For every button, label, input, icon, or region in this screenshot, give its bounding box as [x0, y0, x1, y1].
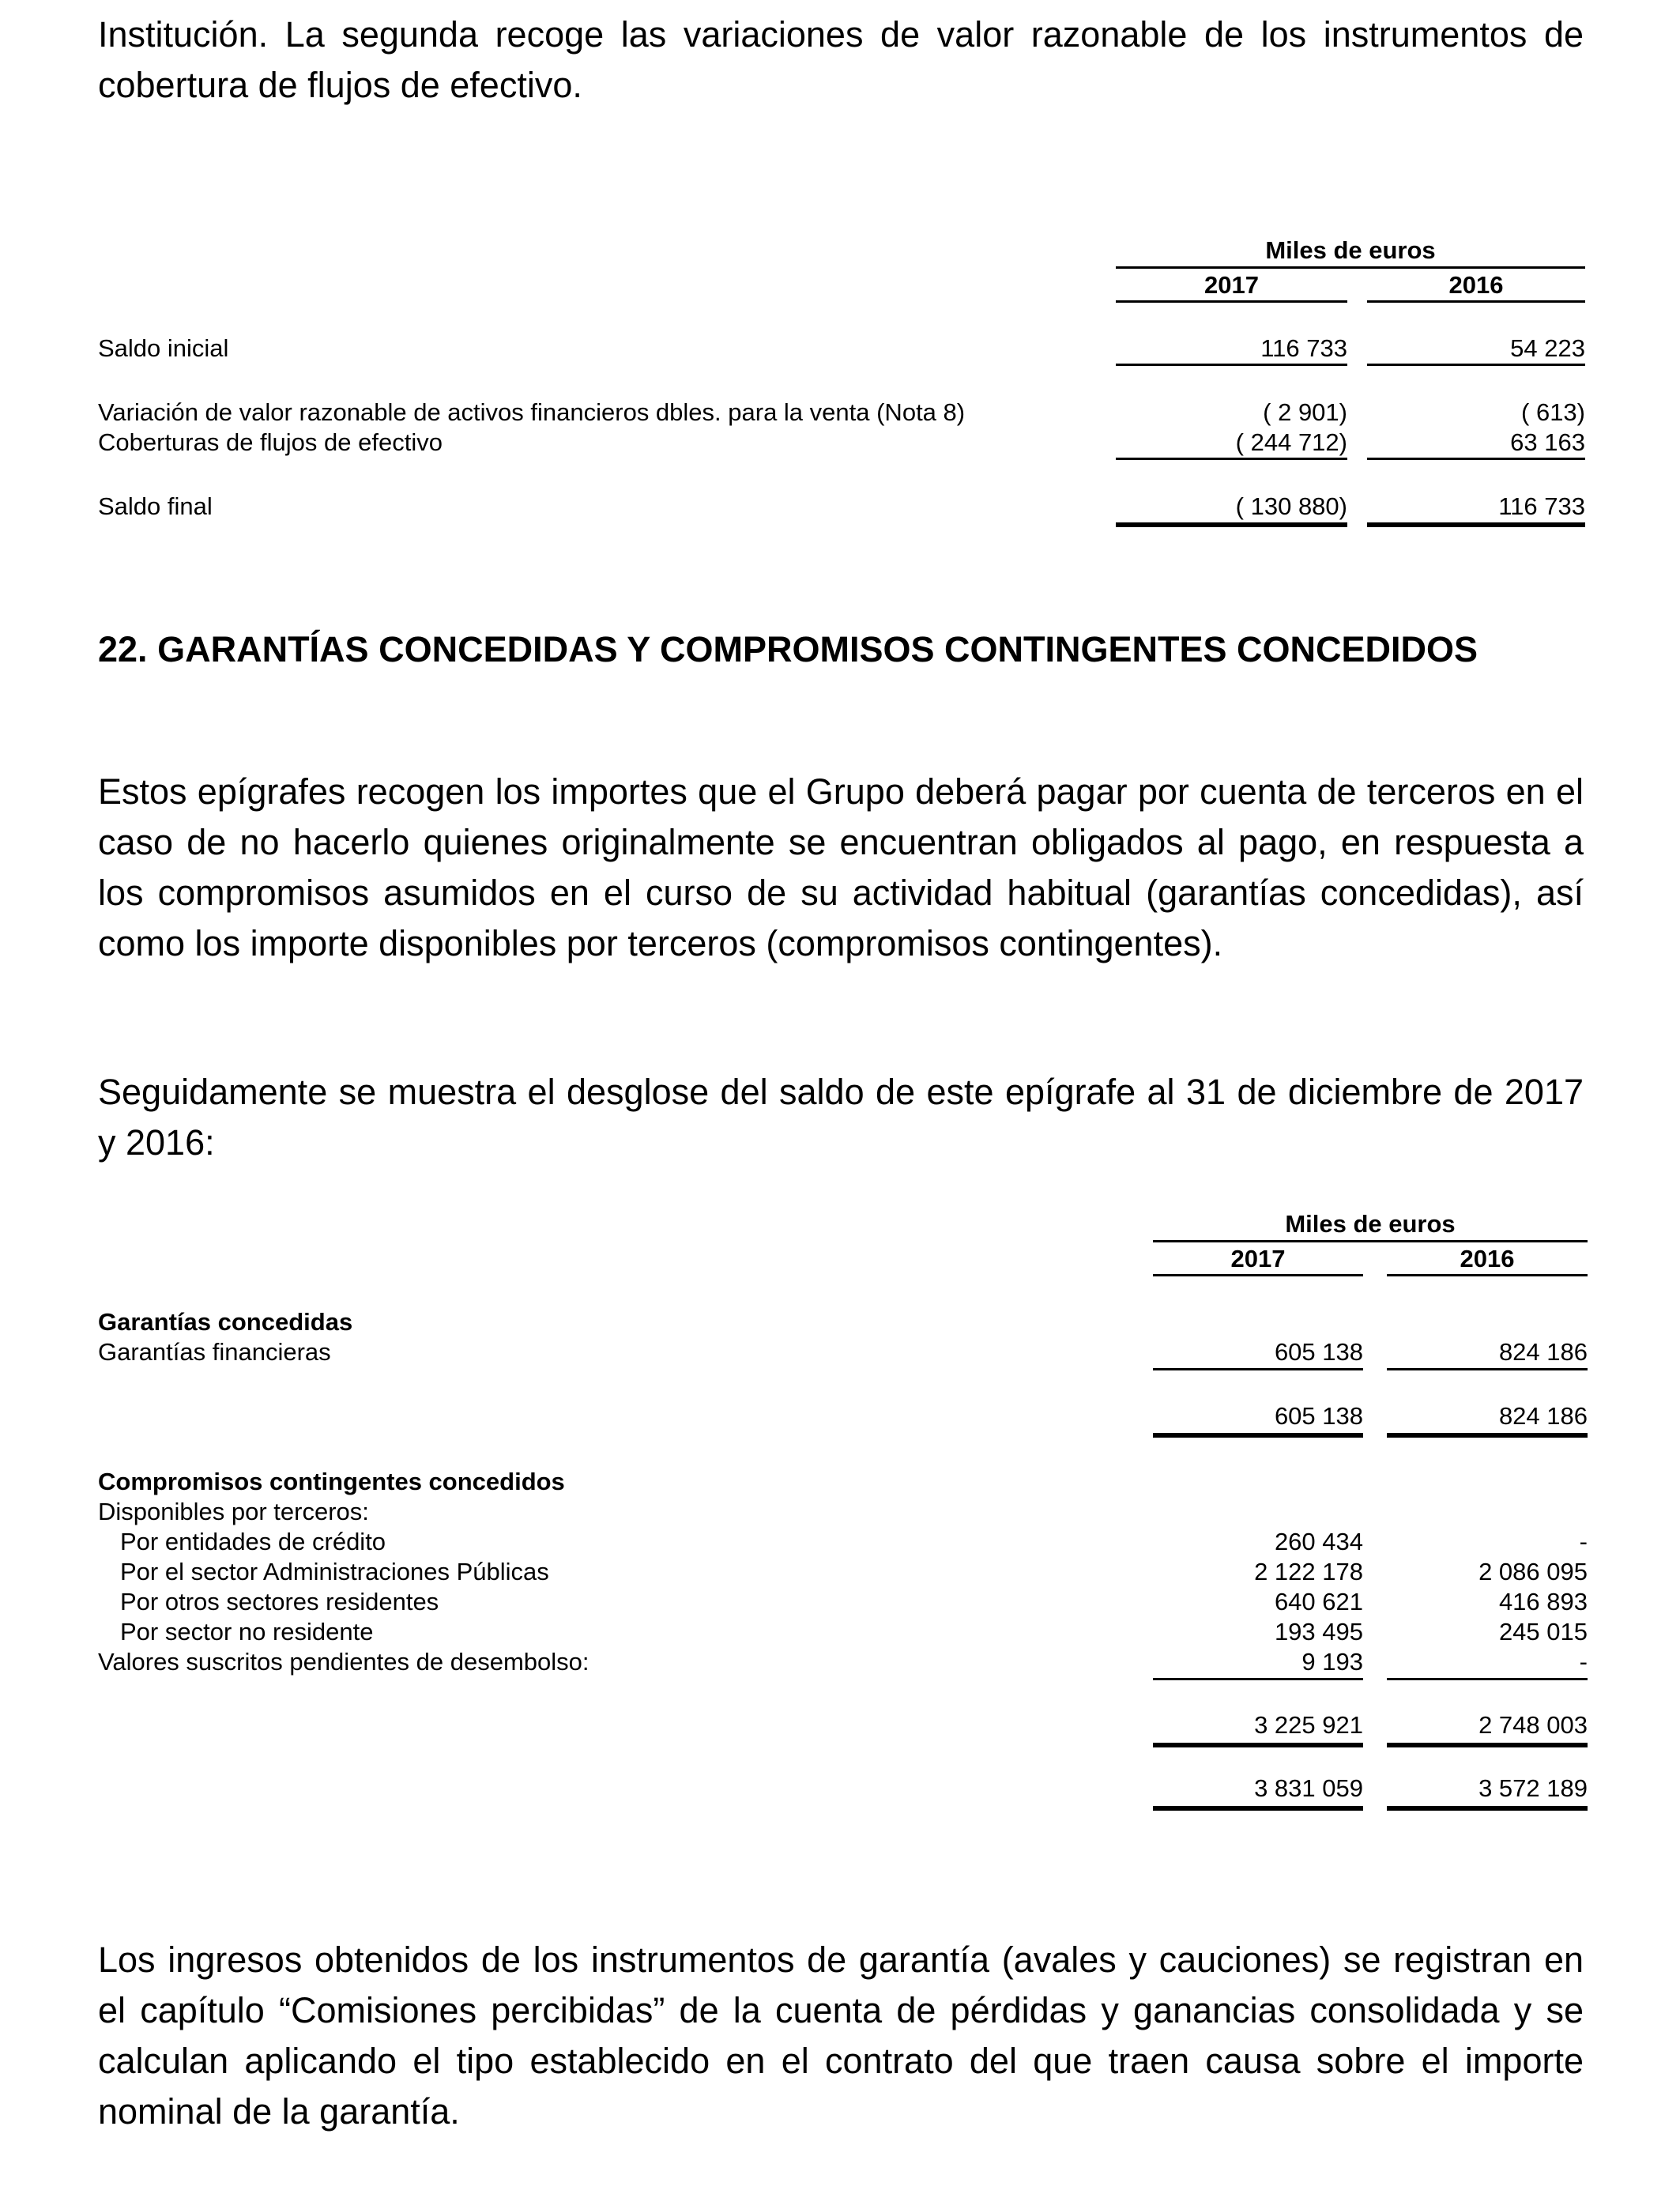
value-2016: 245 015 [1498, 1618, 1588, 1646]
table1-unit-header: Miles de euros [1265, 236, 1436, 264]
table1-col-rule [1116, 300, 1347, 303]
table2-col-rule [1387, 1274, 1588, 1276]
section-number: 22. [98, 629, 148, 669]
intro-paragraph: Institución. La segunda recoge las variaciones de valor razonable de los instrumentos de cobertura de flujos de efectivo. [98, 14, 1584, 105]
value-2016: 824 186 [1498, 1338, 1588, 1366]
row-label: Coberturas de flujos de efectivo [98, 428, 443, 456]
value-2016: - [1579, 1648, 1588, 1676]
section-paragraph: Estos epígrafes recogen los importes que el Grupo deberá pagar por cuenta de terceros en el caso de no hacerlo quienes originalmente se encuentran obligados al pago, en respuesta a los compromisos asumidos en el curso de su actividad habitual (garantías concedidas), así como los importe disponibles por terceros (compromisos contingentes). [98, 771, 1584, 963]
row-rule [1116, 364, 1347, 366]
subtotal-2016: 824 186 [1498, 1402, 1588, 1430]
table1-col-rule [1367, 300, 1585, 303]
value-2017: 193 495 [1274, 1618, 1363, 1646]
value-2016: 54 223 [1510, 334, 1585, 362]
value-2017: 260 434 [1274, 1528, 1363, 1555]
row-label: Variación de valor razonable de activos financieros dbles. para la venta (Nota 8) [98, 398, 966, 426]
value-2017: 9 193 [1301, 1648, 1363, 1676]
value-2016: ( 613) [1521, 398, 1585, 426]
table1-col-2017: 2017 [1204, 271, 1259, 299]
row-rule [1367, 364, 1585, 366]
value-2017: 605 138 [1274, 1338, 1363, 1366]
value-2017: ( 2 901) [1263, 398, 1347, 426]
total-2016: 3 572 189 [1478, 1774, 1588, 1802]
subtotal-2017: 3 225 921 [1254, 1711, 1363, 1739]
value-2017: ( 130 880) [1235, 492, 1347, 520]
value-2016: - [1579, 1528, 1588, 1555]
total-rule [1367, 522, 1585, 527]
row-label: Saldo inicial [98, 334, 229, 362]
value-2017: 2 122 178 [1254, 1558, 1363, 1585]
subtotal-2017: 605 138 [1274, 1402, 1363, 1430]
row-label: Valores suscritos pendientes de desembolso: [98, 1648, 590, 1676]
value-2016: 2 086 095 [1478, 1558, 1588, 1585]
total-rule [1153, 1806, 1363, 1811]
row-label: Por el sector Administraciones Públicas [120, 1558, 549, 1585]
total-2017: 3 831 059 [1254, 1774, 1363, 1802]
row-label: Por sector no residente [120, 1618, 374, 1646]
section-heading [98, 623, 1584, 677]
row-rule [1387, 1368, 1588, 1370]
value-2016: 116 733 [1498, 492, 1585, 520]
value-2017: 116 733 [1260, 334, 1347, 362]
value-2016: 63 163 [1510, 428, 1585, 456]
table1-col-2016: 2016 [1448, 271, 1504, 299]
row-label: Garantías financieras [98, 1338, 331, 1366]
row-rule [1387, 1678, 1588, 1680]
subgroup-label: Disponibles por terceros: [98, 1498, 369, 1525]
table2-col-rule [1153, 1274, 1363, 1276]
table2-header-rule [1153, 1240, 1588, 1242]
subtotal-rule [1387, 1743, 1588, 1747]
subtotal-rule [1153, 1433, 1363, 1438]
subtotal-2016: 2 748 003 [1478, 1711, 1588, 1739]
subtotal-rule [1153, 1743, 1363, 1747]
table2-col-2016: 2016 [1460, 1245, 1515, 1272]
closing-paragraph: Los ingresos obtenidos de los instrumentos de garantía (avales y cauciones) se registran en el capítulo “Comisiones percibidas” de la cuenta de pérdidas y ganancias consolidada y se calculan aplicando el tipo establecido en el contrato del que traen causa sobre el importe nominal de la garantía. [98, 1940, 1584, 2132]
row-label: Saldo final [98, 492, 213, 520]
row-rule [1153, 1678, 1363, 1680]
table1-header-rule [1116, 266, 1585, 269]
value-2017: ( 244 712) [1235, 428, 1347, 456]
section-paragraph: Seguidamente se muestra el desglose del saldo de este epígrafe al 31 de diciembre de 2017 y 2016: [98, 1072, 1584, 1163]
row-label: Por otros sectores residentes [120, 1588, 439, 1615]
subtotal-rule [1387, 1433, 1588, 1438]
value-2017: 640 621 [1274, 1588, 1363, 1615]
row-rule [1367, 458, 1585, 460]
row-rule [1153, 1368, 1363, 1370]
value-2016: 416 893 [1498, 1588, 1588, 1615]
group-title: Garantías concedidas [98, 1308, 353, 1336]
table2-col-2017: 2017 [1230, 1245, 1286, 1272]
total-rule [1116, 522, 1347, 527]
row-rule [1116, 458, 1347, 460]
table2-unit-header: Miles de euros [1285, 1210, 1456, 1238]
section-title: GARANTÍAS CONCEDIDAS Y COMPROMISOS CONTINGENTES CONCEDIDOS [157, 629, 1478, 669]
row-label: Por entidades de crédito [120, 1528, 386, 1555]
group-title: Compromisos contingentes concedidos [98, 1468, 565, 1495]
total-rule [1387, 1806, 1588, 1811]
